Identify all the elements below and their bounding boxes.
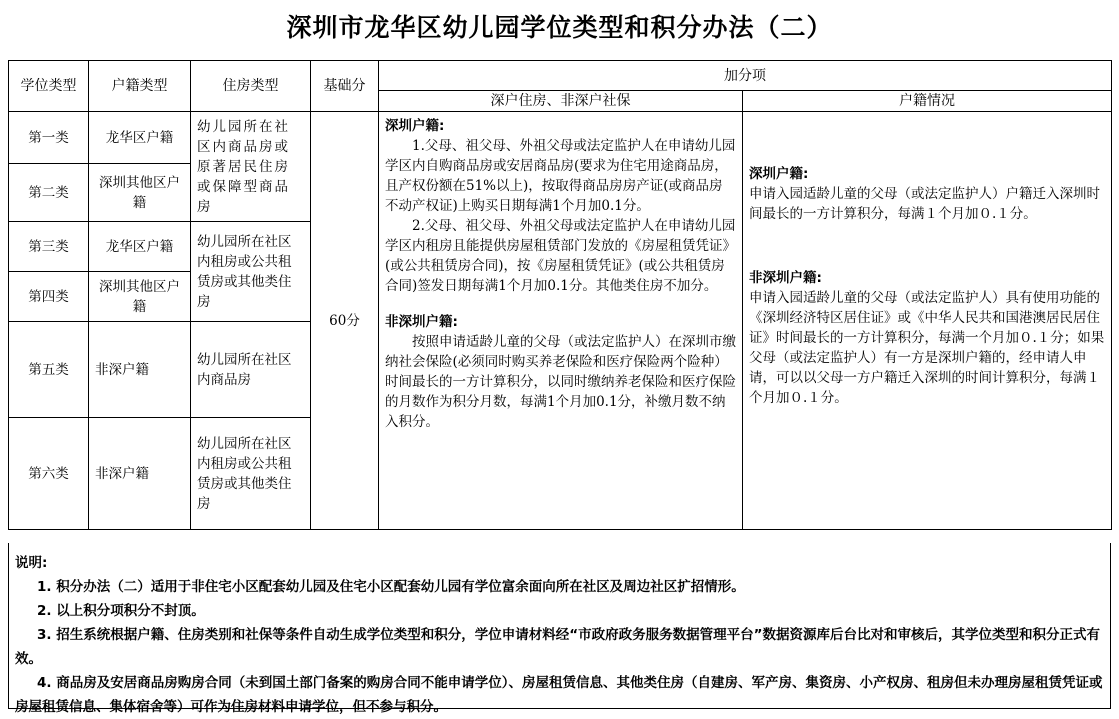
note-item: 1. 积分办法（二）适用于非住宅小区配套幼儿园及住宅小区配套幼儿园有学位富余面向所在社区及周边社区扩招情形。 bbox=[37, 579, 745, 595]
row-hukou: 非深户籍 bbox=[89, 322, 191, 418]
bonus-housing-cell bbox=[379, 112, 743, 530]
base-score-cell: 60分 bbox=[311, 112, 379, 530]
header-hukou-type: 户籍类型 bbox=[89, 61, 191, 112]
row-hukou: 龙华区户籍 bbox=[89, 112, 191, 164]
housing-cell: 幼儿园所在社区内商品房或原著居民住房或保障型商品房 bbox=[191, 112, 311, 222]
shenzhen-hukou-heading: 深圳户籍: bbox=[749, 166, 809, 182]
housing-cell: 幼儿园所在社区内租房或公共租赁房或其他类住房 bbox=[191, 418, 311, 530]
page-title: 深圳市龙华区幼儿园学位类型和积分办法（二） bbox=[286, 13, 833, 42]
non-shenzhen-hukou-heading: 非深圳户籍: bbox=[385, 314, 458, 330]
non-shenzhen-hukou-heading: 非深圳户籍: bbox=[749, 270, 822, 286]
note-item: 2. 以上积分项积分不封顶。 bbox=[37, 603, 205, 619]
table-header-row bbox=[9, 61, 1112, 91]
points-table bbox=[8, 60, 1112, 530]
header-bonus-items: 加分项 bbox=[379, 61, 1112, 91]
row-type: 第四类 bbox=[9, 272, 89, 322]
note-item: 3. 招生系统根据户籍、住房类别和社保等条件自动生成学位类型和积分，学位申请材料经“市政府政务服务数据管理平台”数据资源库后台比对和审核后，其学位类型和积分正式有效。 bbox=[15, 627, 1100, 667]
note-item: 4. 商品房及安居商品房购房合同（未到国土部门备案的购房合同不能申请学位）、房屋租赁信息、其他类住房（自建房、军产房、集资房、小产权房、租房但未办理房屋租赁凭证或房屋租赁信息、集体宿舍等）可作为住房材料申请学位，但不参与积分。 bbox=[15, 675, 1103, 715]
row-type: 第三类 bbox=[9, 222, 89, 272]
subheader-hukou-status: 户籍情况 bbox=[743, 91, 1112, 112]
table-row bbox=[9, 112, 1112, 164]
housing-cell: 幼儿园所在社区内租房或公共租赁房或其他类住房 bbox=[191, 222, 311, 322]
subheader-housing-social: 深户住房、非深户社保 bbox=[379, 91, 743, 112]
row-hukou: 深圳其他区户籍 bbox=[89, 164, 191, 222]
header-degree-type: 学位类型 bbox=[9, 61, 89, 112]
housing-cell: 幼儿园所在社区内商品房 bbox=[191, 322, 311, 418]
row-hukou: 深圳其他区户籍 bbox=[89, 272, 191, 322]
bonus-hukou-cell bbox=[743, 112, 1112, 530]
row-type: 第六类 bbox=[9, 418, 89, 530]
row-hukou: 龙华区户籍 bbox=[89, 222, 191, 272]
paragraph: 申请入园适龄儿童的父母（或法定监护人）户籍迁入深圳时间最长的一方计算积分，每满１个月加０.１分。 bbox=[749, 186, 1100, 222]
notes-label: 说明: bbox=[15, 555, 48, 571]
row-hukou: 非深户籍 bbox=[89, 418, 191, 530]
paragraph: 申请入园适龄儿童的父母（或法定监护人）具有使用功能的《深圳经济特区居住证》或《中华人民共和国港澳居民居住证》时间最长的一方计算积分，每满一个月加０.１分；如果父母（或法定监护人）有一方是深圳户籍的，经申请人申请，可以以父母一方户籍迁入深圳的时间计算积分，每满１个月加０.１分。 bbox=[749, 290, 1105, 406]
header-housing-type: 住房类型 bbox=[191, 61, 311, 112]
row-type: 第一类 bbox=[9, 112, 89, 164]
paragraph: 1.父母、祖父母、外祖父母或法定监护人在申请幼儿园学区内自购商品房或安居商品房(要求为住宅用途商品房，且产权份额在51%以上)，按取得商品房房产证(或商品房不动产权证)上购买日期每满1个月加0.1分。 bbox=[385, 138, 736, 214]
row-type: 第五类 bbox=[9, 322, 89, 418]
shenzhen-hukou-heading: 深圳户籍: bbox=[385, 118, 445, 134]
header-base-score: 基础分 bbox=[311, 61, 379, 112]
paragraph: 2.父母、祖父母、外祖父母或法定监护人在申请幼儿园学区内租房且能提供房屋租赁部门发放的《房屋租赁凭证》(或公共租赁房合同)，按《房屋租赁凭证》(或公共租赁房合同)签发日期每满1个月加0.1分。其他类住房不加分。 bbox=[385, 218, 736, 294]
paragraph: 按照申请适龄儿童的父母（或法定监护人）在深圳市缴纳社会保险(必须同时购买养老保险和医疗保险两个险种）时间最长的一方计算积分，以同时缴纳养老保险和医疗保险的月数作为积分月数，每满1个月加0.1分，补缴月数不纳入积分。 bbox=[385, 334, 736, 430]
row-type: 第二类 bbox=[9, 164, 89, 222]
notes-section bbox=[8, 543, 1111, 715]
